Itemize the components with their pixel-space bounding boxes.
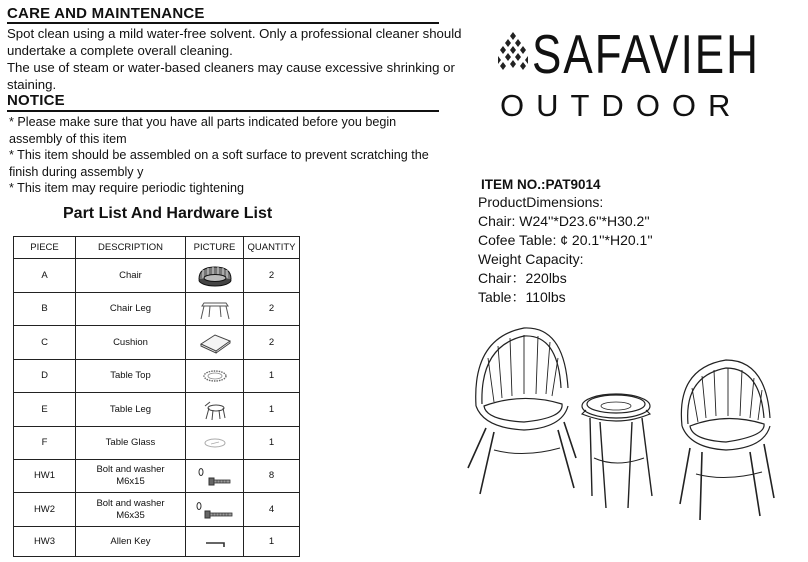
cushion-icon	[197, 332, 233, 354]
notice-line-2: assembly of this item	[9, 131, 127, 146]
cell-picture	[186, 427, 244, 460]
care-line-2: undertake a complete overall cleaning.	[7, 43, 233, 58]
cell-description: Cushion	[76, 326, 186, 360]
header-piece: PIECE	[14, 237, 76, 259]
table-row	[14, 527, 300, 557]
table-illustration	[582, 394, 652, 508]
header-description: DESCRIPTION	[76, 237, 186, 259]
table-row	[14, 360, 300, 393]
notice-line-3: * This item should be assembled on a soft surface to prevent scratching the	[9, 148, 429, 162]
product-illustration	[464, 318, 804, 522]
right-chair-illustration	[680, 360, 774, 520]
specs-block	[478, 193, 653, 307]
care-line-1: Spot clean using a mild water-free solvent. Only a professional cleaner should	[7, 26, 462, 41]
chair-weight: Chair：220lbs	[478, 270, 567, 286]
table-weight: Table：110lbs	[478, 289, 566, 305]
cell-piece: B	[14, 293, 76, 326]
weight-capacity-label: Weight Capacity:	[478, 251, 584, 267]
cell-description: Table Leg	[76, 393, 186, 427]
cell-picture	[186, 460, 244, 493]
care-line-4: staining.	[7, 77, 57, 92]
care-text	[7, 25, 477, 93]
cell-quantity: 2	[244, 326, 300, 360]
table-row	[14, 293, 300, 326]
part-list-table	[13, 236, 300, 557]
cell-picture	[186, 326, 244, 360]
cell-piece: E	[14, 393, 76, 427]
cell-description: Chair Leg	[76, 293, 186, 326]
table-glass-icon	[200, 436, 230, 450]
table-row	[14, 427, 300, 460]
left-chair-illustration	[468, 328, 576, 494]
cell-piece: HW3	[14, 527, 76, 557]
cell-piece: D	[14, 360, 76, 393]
cell-quantity: 1	[244, 393, 300, 427]
cell-picture	[186, 293, 244, 326]
cell-description: Table Top	[76, 360, 186, 393]
chair-leg-icon	[198, 297, 232, 321]
cell-piece: HW2	[14, 493, 76, 527]
cell-quantity: 1	[244, 527, 300, 557]
care-heading: CARE AND MAINTENANCE	[7, 5, 205, 22]
cell-description	[76, 493, 186, 527]
table-header-row	[14, 237, 300, 259]
table-dimensions: Cofee Table: ¢ 20.1''*H20.1''	[478, 232, 653, 248]
cell-picture	[186, 527, 244, 557]
cell-quantity: 1	[244, 427, 300, 460]
table-row	[14, 493, 300, 527]
description-line-2: M6x35	[116, 509, 145, 521]
table-row	[14, 326, 300, 360]
care-heading-rule	[7, 22, 439, 24]
description-line-1: Bolt and washer	[96, 497, 165, 509]
cell-quantity: 8	[244, 460, 300, 493]
cell-piece: A	[14, 259, 76, 293]
care-line-3: The use of steam or water-based cleaners may cause excessive shrinking or	[7, 60, 455, 75]
table-leg-icon	[201, 398, 229, 422]
cell-quantity: 4	[244, 493, 300, 527]
cell-quantity: 2	[244, 293, 300, 326]
cell-piece: F	[14, 427, 76, 460]
cell-description: Chair	[76, 259, 186, 293]
item-number: ITEM NO.:PAT9014	[481, 177, 601, 192]
bolt-washer-icon	[194, 463, 236, 489]
table-row	[14, 393, 300, 427]
product-dimensions-label: ProductDimensions:	[478, 194, 604, 210]
bolt-washer-long-icon	[193, 498, 237, 522]
cell-picture	[186, 393, 244, 427]
allen-key-icon	[200, 534, 230, 550]
brand-subtitle: OUTDOOR	[500, 88, 743, 123]
notice-line-5: * This item may require periodic tightening	[9, 181, 244, 195]
cell-picture	[186, 259, 244, 293]
cell-picture	[186, 493, 244, 527]
description-line-2: M6x15	[116, 476, 145, 487]
notice-text	[9, 114, 479, 197]
notice-line-1: * Please make sure that you have all parts indicated before you begin	[9, 115, 397, 129]
cell-piece: HW1	[14, 460, 76, 493]
notice-heading: NOTICE	[7, 92, 65, 109]
brand-name: SAFAVIEH	[532, 24, 760, 86]
table-top-icon	[200, 368, 230, 384]
part-list-title: Part List And Hardware List	[63, 205, 273, 222]
cell-description	[76, 460, 186, 493]
description-line-1: Bolt and washer	[96, 464, 165, 475]
cell-quantity: 2	[244, 259, 300, 293]
notice-line-4: finish during assembly y	[9, 164, 144, 179]
cell-picture	[186, 360, 244, 393]
cell-quantity: 1	[244, 360, 300, 393]
table-row	[14, 259, 300, 293]
cell-description: Table Glass	[76, 427, 186, 460]
cell-piece: C	[14, 326, 76, 360]
header-picture: PICTURE	[186, 237, 244, 259]
header-quantity: QUANTITY	[244, 237, 300, 259]
cell-description: Allen Key	[76, 527, 186, 557]
table-row	[14, 460, 300, 493]
chair-icon	[195, 264, 235, 288]
safavieh-logo-mark-icon	[498, 32, 528, 72]
notice-heading-rule	[7, 110, 439, 112]
chair-dimensions: Chair: W24''*D23.6''*H30.2''	[478, 213, 650, 229]
